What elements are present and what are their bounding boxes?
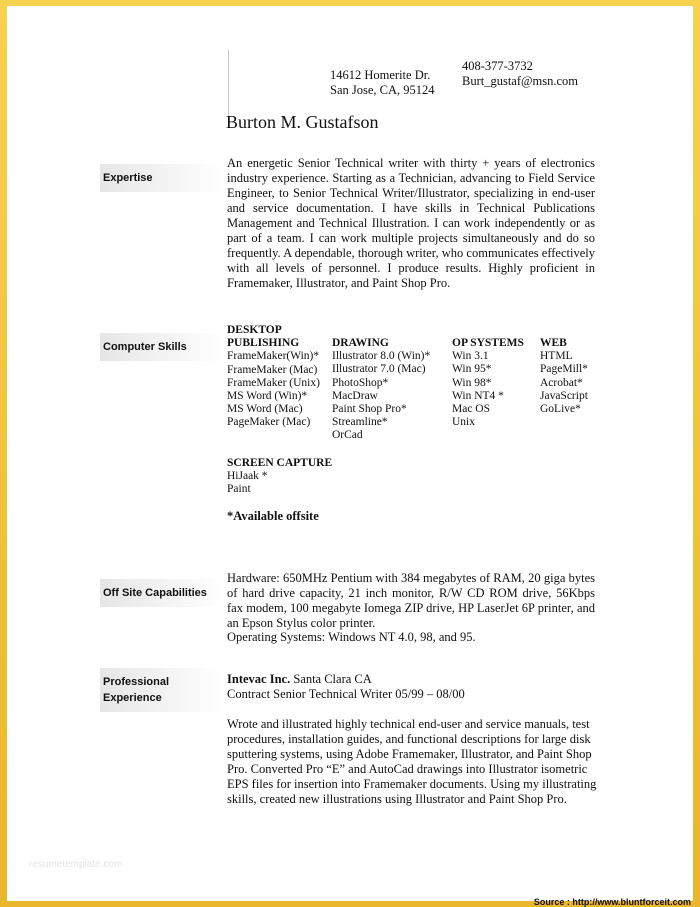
- list-item: Win 98*: [452, 376, 492, 389]
- list-item: Win 3.1: [452, 350, 489, 363]
- job-description: Wrote and illustrated highly technical end-user and service manuals, test procedures, installation guides, and functional descriptions for large disk sputtering systems, using Adobe Framemaker, Illustrator, and Paint Shop Pro. Converted Pro “E” and AutoCad drawings into Illustrator isometric EPS files for insertion into Framemaker documents. Using my illustrating skills, created new illustrations using Illustrator and Paint Shop Pro.: [227, 717, 597, 806]
- skills-column-web: [540, 337, 588, 416]
- applicant-name: Burton M. Gustafson: [226, 112, 379, 132]
- list-item: Win 95*: [452, 363, 492, 376]
- resume-page: [7, 6, 693, 901]
- address-line-1: 14612 Homerite Dr.: [330, 68, 431, 82]
- list-item: Streamline*: [332, 416, 388, 429]
- experience-label-line-1: Professional: [103, 676, 170, 688]
- job-company: Intevac Inc.: [227, 672, 291, 686]
- available-offsite-note: *Available offsite: [227, 509, 319, 523]
- list-item: MacDraw: [332, 389, 378, 402]
- list-item: HiJaak *: [227, 470, 268, 483]
- header-divider: [228, 50, 229, 116]
- list-item: FrameMaker (Unix): [227, 376, 320, 389]
- experience-label-line-2: Experience: [103, 692, 162, 704]
- job-company-line: [227, 672, 465, 687]
- column-heading: PUBLISHING: [227, 337, 300, 350]
- offsite-hardware-text: Hardware: 650MHz Pentium with 384 megabytes of RAM, 20 giga bytes of hard drive capacity, 21 inch monitor, R/W CD ROM drive, 56Kbps fax modem, 100 megabyte Iomega ZIP drive, HP LaserJet 6P printer, and an Epson Stylus color printer.: [227, 571, 595, 630]
- computer-skills-label: Computer Skills: [100, 333, 223, 361]
- column-heading: SCREEN CAPTURE: [227, 457, 333, 469]
- skills-column-op-systems: [452, 337, 524, 429]
- offsite-os-text: Operating Systems: Windows NT 4.0, 98, and 95.: [227, 630, 476, 644]
- column-heading: OP SYSTEMS: [452, 337, 524, 349]
- list-item: Unix: [452, 416, 475, 429]
- offsite-label: Off Site Capabilities: [100, 579, 223, 607]
- list-item: MS Word (Mac): [227, 403, 303, 416]
- skills-screen-capture: [227, 457, 332, 497]
- experience-label: [100, 668, 223, 712]
- list-item: JavaScript: [540, 389, 588, 402]
- source-credit: Source : http://www.bluntforceit.com: [533, 897, 691, 907]
- skills-column-desktop-publishing: [227, 324, 320, 430]
- list-item: Paint Shop Pro*: [332, 403, 407, 416]
- job-header: [227, 672, 465, 702]
- list-item: Mac OS: [452, 403, 491, 416]
- list-item: PageMaker (Mac): [227, 416, 311, 429]
- email: Burt_gustaf@msn.com: [462, 74, 579, 88]
- list-item: FrameMaker(Win)*: [227, 350, 320, 363]
- contact-block: [462, 59, 578, 89]
- list-item: Illustrator 7.0 (Mac): [332, 363, 426, 376]
- address-block: [330, 68, 435, 98]
- address-line-2: San Jose, CA, 95124: [330, 83, 435, 97]
- list-item: FrameMaker (Mac): [227, 363, 318, 376]
- column-heading: WEB: [540, 337, 567, 349]
- list-item: MS Word (Win)*: [227, 390, 308, 403]
- list-item: Win NT4 *: [452, 389, 504, 402]
- list-item: Illustrator 8.0 (Win)*: [332, 350, 431, 363]
- list-item: PhotoShop*: [332, 376, 389, 389]
- list-item: Acrobat*: [540, 376, 583, 389]
- list-item: HTML: [540, 350, 573, 363]
- job-location: Santa Clara CA: [290, 672, 372, 686]
- list-item: Paint: [227, 483, 251, 496]
- expertise-label: Expertise: [100, 164, 223, 192]
- list-item: OrCad: [332, 429, 363, 442]
- column-heading: DESKTOP: [227, 324, 282, 336]
- watermark: resumetemplate.com: [29, 859, 123, 870]
- list-item: PageMill*: [540, 363, 588, 376]
- list-item: GoLive*: [540, 403, 581, 416]
- job-title: Contract Senior Technical Writer 05/99 – 08/00: [227, 687, 465, 701]
- expertise-text: An energetic Senior Technical writer with thirty + years of electronics industry experience. Starting as a Technician, advancing to Field Service Engineer, to Senior Technical Writer/Illustrator, specializing in end-user and service documentation. I have skills in Technical Publications Management and Technical Illustration. I can work independently or as part of a team. I can work multiple projects simultaneously and do so frequently. A dependable, thorough writer, who communicates effectively with all levels of personnel. I produce results. Highly proficient in Framemaker, Illustrator, and Paint Shop Pro.: [227, 156, 595, 290]
- column-heading: DRAWING: [332, 337, 389, 349]
- phone: 408-377-3732: [462, 59, 533, 73]
- skills-column-drawing: [332, 337, 430, 443]
